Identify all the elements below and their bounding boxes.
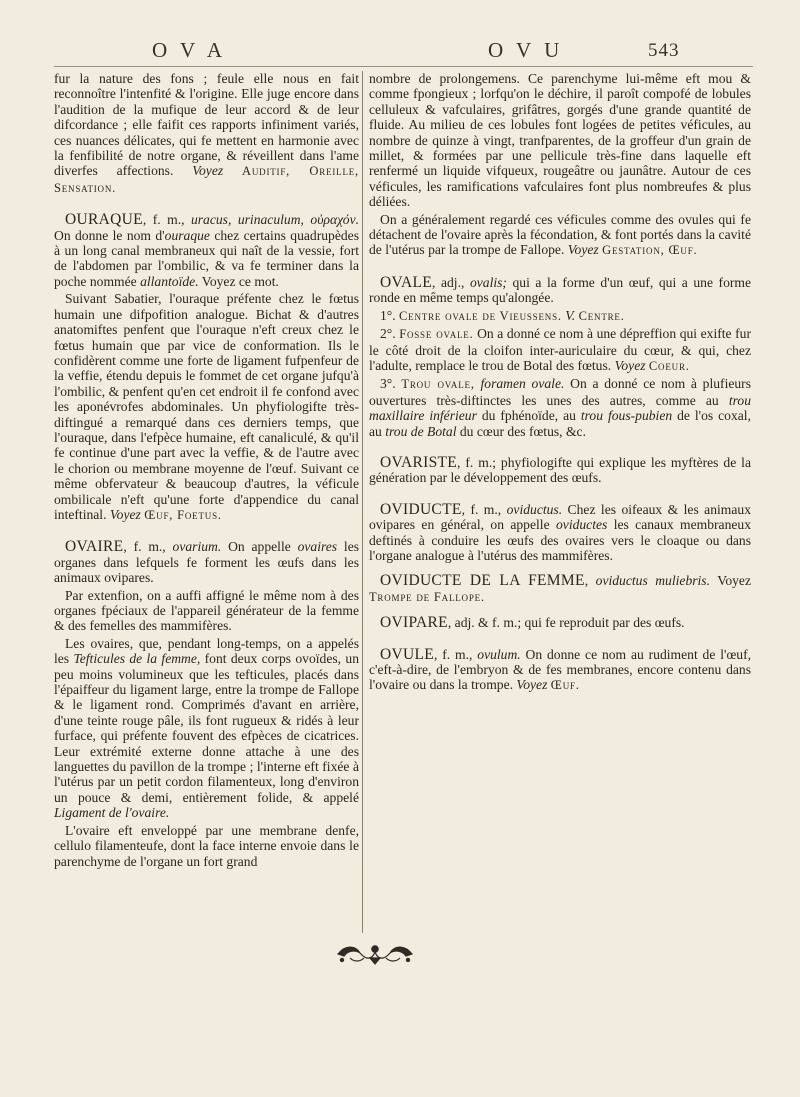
entry-oviducte-femme: OVIDUCTE DE LA FEMME, oviductus muliebris. Voyez Trompe de Fallope. xyxy=(369,572,751,604)
paragraph: Les ovaires, que, pendant long-temps, on a appelés les Tefticules de la femme, font deux corps ovoïdes, un peu moins volumineux que les tefticules, placés dans l'épaiffeur du ligament large, entre la trompe de Fallope & le ligament rond. Comprimés d'avant en arrière, d'une teinte rouge pâle, ils font rugueux & ridés à leur furface, qui préfente fouvent des efpèces de cicatrices. Leur extrémité externe donne attache à une des languettes du pavillon de la trompe ; l'interne eft fixée à l'utérus par un petit cordon filamenteux, long d'environ un pouce & demi, entièrement folide, & appelé Ligament de l'ovaire. xyxy=(54,635,359,821)
entry-continuation: fur la nature des fons ; feule elle nous en fait reconnoître l'intenfité & l'origine. Elle juge encore dans l'audition de la mufique de leur accord & de leur difcordance ; elle faifit ces rapports infiniment variés, ces nuances délicates, qui fe mettent en harmonie avec la fenfibilité de notre organe, & réveillent dans l'ame diverfes affections. Voyez Auditif, Oreille, Sensation. xyxy=(54,71,359,195)
paragraph: Par extenfion, on a auffi affigné le même nom à des organes fpéciaux de l'appareil générateur de la femme & des femelles des mammifères. xyxy=(54,587,359,634)
headword: OVAIRE xyxy=(65,538,124,556)
paragraph: L'ovaire eft enveloppé par une membrane denfe, cellulo filamenteufe, dont la face interne envoie dans le parenchyme de l'organe un fort grand xyxy=(54,822,359,869)
entry-ovule: OVULE, f. m., ovulum. On donne ce nom au rudiment de l'œuf, c'eft-à-dire, de l'embryon & de fes membranes, encore contenu dans l'ovaire ou dans la trompe. Voyez Œuf. xyxy=(369,645,751,693)
headword: OVIDUCTE DE LA FEMME xyxy=(380,572,585,590)
running-head-right: O V U xyxy=(488,38,564,62)
headword: OVALE xyxy=(380,273,433,291)
entry-ovaire: OVAIRE, f. m., ovarium. On appelle ovaires les organes dans lefquels fe forment les œufs dans les animaux ovipares. xyxy=(54,538,360,586)
headword: OURAQUE xyxy=(65,211,143,229)
page-number: 543 xyxy=(648,40,680,61)
headword: OVIDUCTE xyxy=(380,500,462,518)
paragraph: On a généralement regardé ces véficules comme des ovules qui fe détachent de l'ovaire après la fécondation, & font portés dans la cavité de l'utérus par la trompe de Fallope. Voyez Gestation, Œuf. xyxy=(369,211,751,258)
paragraph: Suivant Sabatier, l'ouraque préfente chez le fœtus humain une difpofition analogue. Bichat & d'autres anatomiftes penfent que l'ouraque n'eft creux chez le fœtus humain que par vice de conformation. Ils le confidèrent comme une forte de ligament fufpenfeur de la veffie, étendu depuis le fommet de cet organe jufqu'à l'ombilic, & penfent qu'en cet endroit il fe confond avec les aponévrofes abdominales. Un phyfiologifte très-diftingué a remarqué dans ces derniers temps, que l'ouraque, dans l'efpèce humaine, eft canaliculé, & qu'il fe continue d'une part avec la veffie, & de l'autre avec le chorion ou membrane moyenne de l'œuf. Suivant ce même obfervateur & beaucoup d'autres, la véficule ombilicale n'eft qu'une forte d'appendice du canal inteftinal. Voyez Œuf, Foetus. xyxy=(54,291,359,522)
entry-ovale: OVALE, adj., ovalis; qui a la forme d'un œuf, qui a une forme ronde en même temps qu'alongée. xyxy=(369,273,752,306)
headword: OVULE xyxy=(380,645,435,663)
running-head-left: O V A xyxy=(152,38,227,62)
entry-ovipare: OVIPARE, adj. & f. m.; qui fe reproduit par des œufs. xyxy=(380,614,685,632)
floral-tailpiece-icon xyxy=(330,940,420,966)
sense-1: 1°. Centre ovale de Vieussens. V. Centre. xyxy=(380,307,625,323)
header-rule xyxy=(54,66,753,67)
entry-oviducte: OVIDUCTE, f. m., oviductus. Chez les oifeaux & les animaux ovipares en général, on appelle oviductes les canaux membraneux deftinés à conduire les œufs des ovaires vers le cloaque ou dans l'organe analogue à l'utérus des mammifères. xyxy=(369,500,751,563)
headword: OVIPARE xyxy=(380,614,448,632)
sense-2: 2°. Fosse ovale. On a donné ce nom à une dépreffion qui exifte fur le côté droit de la cloifon inter-auriculaire du cœur, & qui, chez l'adulte, remplace le trou de Botal des fœtus. Voyez Coeur. xyxy=(369,326,751,373)
left-column xyxy=(54,71,359,869)
right-column xyxy=(369,71,751,694)
column-divider xyxy=(362,71,363,933)
entry-ovariste: OVARISTE, f. m.; phyfiologifte qui explique les myftères de la génération par le développement des œufs. xyxy=(369,453,751,486)
headword: OVARISTE xyxy=(380,453,458,471)
entry-ouraque: OURAQUE, f. m., uracus, urinaculum, οὐραχόν. On donne le nom d'ouraque chez certains quadrupèdes à un long canal membraneux qui naît de la vessie, fort de l'abdomen par l'ombilic, & va fe terminer dans la poche nommée allantoïde. Voyez ce mot. xyxy=(54,211,360,289)
sense-3: 3°. Trou ovale, foramen ovale. On a donné ce nom à plufieurs ouvertures très-diftinctes les unes des autres, comme au trou maxillaire inférieur du fphénoïde, au trou fous-pubien de l'os coxal, au trou de Botal du cœur des fœtus, &c. xyxy=(369,376,752,439)
paragraph: nombre de prolongemens. Ce parenchyme lui-même eft mou & comme fpongieux ; lorfqu'on le déchire, il paroît compofé de lobules celluleux & vafculaires, grifâtres, gorgés d'une grande quantité de fluide. Au milieu de ces lobules font logées de petites véficules, au nombre de quinze à vingt, tranfparentes, de la groffeur d'un grain de millet, & formées par une pellicule très-fine dans laquelle eft renfermé un liquide vifqueux, rougeâtre ou jaunâtre. Autour de ces véficules, les ramifications vafculaires font plus nombreufes & plus déliées. xyxy=(369,71,751,210)
